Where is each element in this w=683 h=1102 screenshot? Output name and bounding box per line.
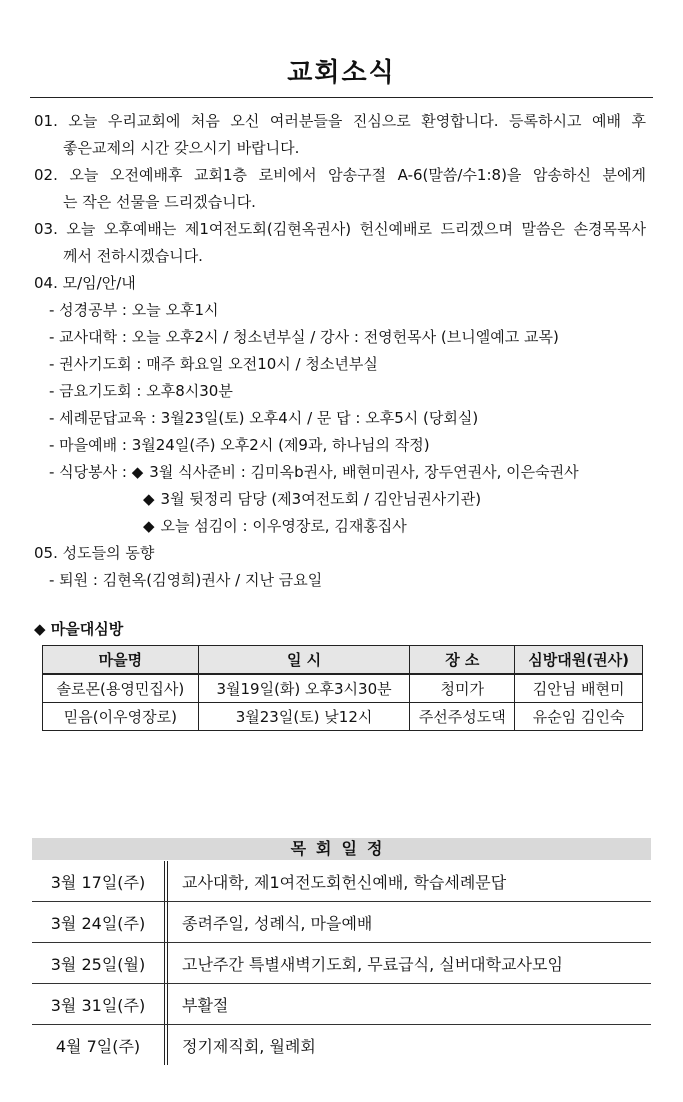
table-cell: 주선주성도댁: [410, 703, 515, 731]
kitchen-entry: 오늘 섬김이 : 이우영장로, 김재홍집사: [160, 517, 407, 535]
schedule-desc: 정기제직회, 월례회: [182, 1036, 316, 1056]
column-header: 심방대원(권사): [515, 646, 643, 675]
schedule-row: [32, 984, 651, 1025]
table-row: [43, 674, 643, 703]
table-cell: 김안님 배현미: [515, 674, 643, 703]
notice-line: [34, 216, 646, 243]
schedule-row: [32, 902, 651, 943]
column-header: 일 시: [198, 646, 410, 675]
schedule-desc: 교사대학, 제1여전도회헌신예배, 학습세례문답: [182, 872, 507, 892]
schedule-row: [32, 943, 651, 984]
schedule-date: 3월 31일(주): [32, 984, 168, 1024]
visit-heading: [34, 618, 123, 639]
notice-text: 오늘 우리교회에 처음 오신 여러분들을 진심으로 환영합니다. 등록하시고 예배 후: [68, 112, 646, 130]
kitchen-entry: 3월 식사준비 : 김미옥b권사, 배현미권사, 장두연권사, 이은숙권사: [149, 463, 579, 481]
schedule-date: 4월 7일(주): [32, 1025, 168, 1065]
schedule-date: 3월 17일(주): [32, 861, 168, 901]
gathering-item: - 권사기도회 : 매주 화요일 오전10시 / 청소년부실: [49, 355, 378, 373]
notice-line: [34, 162, 646, 189]
notices-section: [34, 108, 646, 594]
kitchen-label: - 식당봉사 :: [49, 463, 132, 481]
table-cell: 솔로몬(용영민집사): [43, 674, 199, 703]
section-heading: 모/임/안/내: [62, 274, 136, 292]
diamond-bullet-icon: ◆: [131, 463, 144, 481]
schedule-desc: 종려주일, 성례식, 마을예배: [182, 913, 373, 933]
table-row: [43, 703, 643, 731]
gathering-item: - 금요기도회 : 오후8시30분: [49, 382, 233, 400]
table-cell: 3월19일(화) 오후3시30분: [198, 674, 410, 703]
title-divider: [30, 97, 653, 98]
schedule-date: 3월 25일(월): [32, 943, 168, 983]
diamond-bullet-icon: ◆: [143, 517, 155, 535]
kitchen-entry: 3월 뒷정리 담당 (제3여전도회 / 김안님권사기관): [160, 490, 482, 508]
notice-line: 는 작은 선물을 드리겠습니다.: [63, 193, 256, 211]
kitchen-service: [34, 486, 646, 513]
schedule-list: [32, 861, 651, 1065]
visit-table: [42, 645, 643, 731]
gatherings-heading: [34, 270, 646, 297]
notice-line: [34, 108, 646, 135]
notice-number: 02.: [34, 166, 58, 184]
schedule-desc: 부활절: [182, 995, 229, 1015]
table-cell: 유순임 김인숙: [515, 703, 643, 731]
schedule-row: [32, 1025, 651, 1065]
gathering-item: - 성경공부 : 오늘 오후1시: [49, 301, 219, 319]
notice-number: 01.: [34, 112, 58, 130]
section-heading: 성도들의 동향: [62, 544, 155, 562]
notice-number: 05.: [34, 544, 58, 562]
notice-line: 께서 전하시겠습니다.: [63, 247, 203, 265]
gathering-item: - 마을예배 : 3월24일(주) 오후2시 (제9과, 하나님의 작정): [49, 436, 430, 454]
schedule-row: [32, 861, 651, 902]
notice-text: 오늘 오전예배후 교회1층 로비에서 암송구절 A-6(말씀/수1:8)을 암송하신 분에게: [69, 166, 646, 184]
visit-heading-text: 마을대심방: [50, 620, 124, 638]
notice-number: 04.: [34, 274, 58, 292]
column-header: 마을명: [43, 646, 199, 675]
table-cell: 믿음(이우영장로): [43, 703, 199, 731]
member-item: - 퇴원 : 김현옥(김영희)권사 / 지난 금요일: [49, 571, 323, 589]
gathering-item: - 세례문답교육 : 3월23일(토) 오후4시 / 문 답 : 오후5시 (당회실): [49, 409, 479, 427]
kitchen-service: [34, 459, 646, 486]
table-cell: 3월23일(토) 낮12시: [198, 703, 410, 731]
notice-line: 좋은교제의 시간 갖으시기 바랍니다.: [63, 139, 300, 157]
page-title: 교회소식: [287, 58, 396, 88]
schedule-heading: 목회일정: [32, 838, 651, 860]
table-header-row: [43, 646, 643, 675]
table-cell: 청미가: [410, 674, 515, 703]
gathering-item: - 교사대학 : 오늘 오후2시 / 청소년부실 / 강사 : 전영헌목사 (브니엘예고 교목): [49, 328, 559, 346]
diamond-bullet-icon: ◆: [143, 490, 155, 508]
diamond-bullet-icon: ◆: [34, 620, 46, 638]
notice-text: 오늘 오후예배는 제1여전도회(김현옥권사) 헌신예배로 드리겠으며 말씀은 손경목목사: [66, 220, 646, 238]
members-heading: [34, 540, 646, 567]
schedule-desc: 고난주간 특별새벽기도회, 무료급식, 실버대학교사모임: [182, 954, 563, 974]
kitchen-service: [34, 513, 646, 540]
column-header: 장 소: [410, 646, 515, 675]
notice-number: 03.: [34, 220, 58, 238]
schedule-date: 3월 24일(주): [32, 902, 168, 942]
